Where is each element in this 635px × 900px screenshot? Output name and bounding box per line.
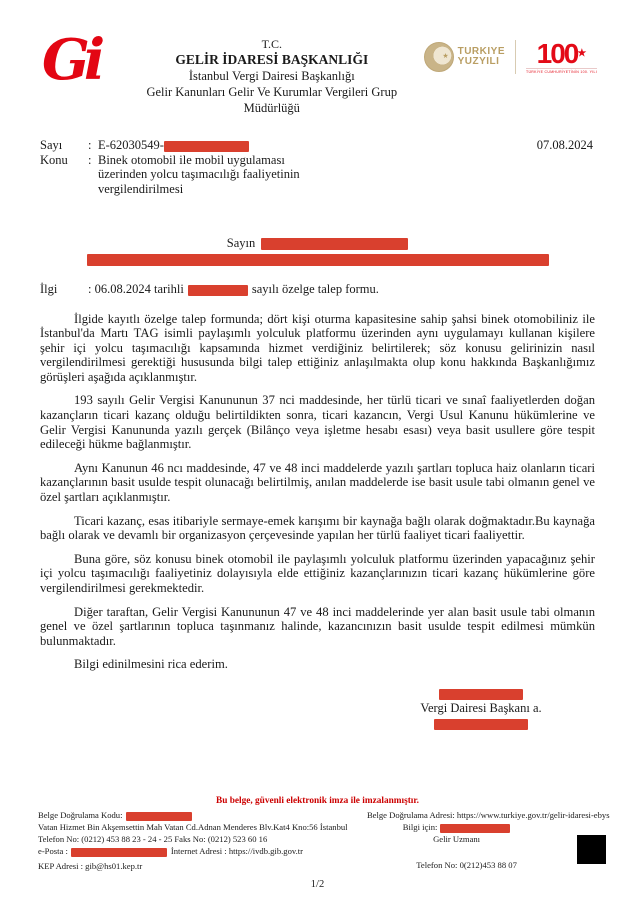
konu-line: üzerinden yolcu taşımacılığı faaliyetinin [98,167,300,181]
tc-label: T.C. [261,37,283,51]
signature-block [391,686,571,731]
konu-line: Binek otomobil ile mobil uygulaması [98,152,285,167]
redaction [440,824,510,833]
signer-title: Vergi Dairesi Başkanı a. [420,700,542,715]
footer-right [348,809,610,872]
crescent-circle-icon [424,42,454,72]
footer-left [38,809,348,872]
eposta-label: e-Posta : [38,846,68,856]
sayi-number: E-62030549- [98,138,164,152]
dogrulama-kodu-label: Belge Doğrulama Kodu: [38,810,123,820]
paragraph: 193 sayılı Gelir Vergisi Kanununun 37 nci maddesinde, her türlü ticari ve sınaî faaliyetlerden doğan kazançların ticari kazanç olduğu belirtildikten sonra, ticari kazancın, Vergi Usul Kanunu hükümlerine ve Gelir Vergisi Kanununda yazılı gerçek (Bilânço veya işletme hesabı esası) veya basit usullere göre tespit edileceği hükme bağlanmıştır. [40,393,595,452]
document-meta [0,138,635,196]
org-title-sub1: İstanbul Vergi Dairesi Başkanlığı [188,69,355,83]
centenary-number: 100 [536,37,578,69]
unvan-row: Gelir Uzmanı [433,834,481,844]
letterhead-titles [120,32,424,116]
paragraph: İlgide kayıtlı özelge talep formunda; dört kişi oturma kapasitesine sahip şahsi binek otomobiliniz ile İstanbul'da Martı TAG isimli paylaşımlı yolculuk platformu üzerinden aynı uygulamayı kullanan kişilere şehir içi yolcu taşımacılığı kapsamında hizmet verdiğiniz belirtilerek; söz konusu gelirinizin nasıl vergilendirilmesi gerektiği hususunda bilgi talep ettiğiniz anlaşılmakta olup konu hakkında Başkanlığımız görüşleri aşağıda açıklanmıştır. [40,311,595,384]
konu-value [98,153,300,197]
turkiye-yuzyili-logo [424,42,505,72]
bilgi-icin-label: Bilgi için: [402,822,438,832]
ilgi-row [0,282,635,297]
dogrulama-adresi: Belge Doğrulama Adresi: https://www.turkiye.gov.tr/gelir-idaresi-ebys [366,810,610,820]
redaction [439,689,523,700]
redaction [434,719,528,730]
ilgi-after: sayılı özelge talep formu. [251,282,379,296]
footer-tel-row: Telefon No: 0(212)453 88 07 [416,860,517,870]
gib-logo: Gi [42,27,100,93]
recipient-block [0,236,635,266]
konu-line: vergilendirilmesi [98,181,184,196]
phone-row: Telefon No: (0212) 453 88 23 - 24 - 25 Faks No: (0212) 523 60 16 [38,834,268,844]
konu-row [40,153,595,197]
paragraph: Ticari kazanç, esas itibariyle sermaye-emek karışımı bir kaynağa bağlı olarak doğmaktadır.Bu kaynağa bağlı olarak ve devamlı bir organizasyon çerçevesinde yapılan her türlü faaliyet ticari faaliyettir. [40,513,595,543]
sayi-colon: : [88,138,92,152]
logo-divider [515,40,516,74]
paragraph: Buna göre, söz konusu binek otomobil ile paylaşımlı yolculuk platformu üzerinden yapacağınız şehir içi yolcu taşımacılığı faaliyetiniz dolayısıyla elde ettiğiniz kazançlarınızın ticari kazanç hükümlerine göre vergilendirilmesi gerekmektedir. [40,551,595,595]
konu-label: Konu [40,152,68,167]
org-title-main: GELİR İDARESİ BAŞKANLIĞI [175,52,369,67]
esign-notice: Bu belge, güvenli elektronik imza ile imzalanmıştır. [216,796,419,806]
header-logos [424,32,597,74]
address-row: Vatan Hizmet Bin Akşemsettin Mah Vatan Cd.Adnan Menderes Blv.Kat4 Kno:56 İstanbul [38,822,348,832]
eposta-row [38,845,348,857]
redaction [188,285,248,296]
turkiye-yuzyili-text [458,47,505,67]
redaction-bar [87,254,549,266]
document-date: 07.08.2024 [536,138,593,152]
star-icon: ★ [577,47,587,59]
ty-line2: YUZYILI [457,56,500,67]
footer-columns [38,809,610,872]
org-title-sub2: Gelir Kanunları Gelir Ve Kurumlar Vergileri Grup Müdürlüğü [146,85,398,115]
paragraph: Aynı Kanunun 46 ncı maddesinde, 47 ve 48 inci maddelerde yazılı şartları topluca haiz olanların ticari kazançlarının basit usulde tespit olunacağı belirtilmiş, anılan maddelerde ise basit usule tabi olmanın genel ve özel şartları açıklanmıştır. [40,460,595,505]
letter-body [0,312,635,672]
redaction [71,848,167,857]
ilgi-before: : 06.08.2024 tarihli [88,282,184,296]
letterhead [0,0,635,116]
centenary-logo [526,37,597,74]
kep-row: KEP Adresi : gib@hs01.kep.tr [38,861,143,871]
ty-line1: TURKIYE [457,46,505,57]
sayin-label: Sayın [226,236,256,250]
paragraph: Diğer taraftan, Gelir Vergisi Kanununun 47 ve 48 inci maddelerinde yer alan basit usule tabi olmanın genel ve özel şartlarının topluca taşınmanız halinde, kazancınızın basit usulde tespit edilmesi mümkün bulunmaktadır. [40,604,595,648]
centenary-subtext: TÜRKİYE CUMHURİYETİNİN 100. YILI [526,69,597,74]
page-number: 1/2 [310,879,325,890]
qr-stamp-box [577,835,606,864]
redaction [164,141,249,152]
redaction [126,812,192,821]
dogrulama-kodu-row [38,809,348,821]
internet-adresi: İnternet Adresi : https://ivdb.gib.gov.tr [170,846,303,856]
centenary-100-text [526,37,597,69]
sayi-label: Sayı [40,138,63,152]
sayi-value [98,138,249,153]
recipient-line [0,236,635,251]
bilgi-icin-row [348,821,610,833]
ilgi-text [88,282,379,297]
redaction [261,238,408,250]
sayi-row [40,138,595,153]
konu-colon: : [88,152,92,167]
ilgi-label: İlgi [40,282,58,296]
closing-line: Bilgi edinilmesini rica ederim. [74,657,228,672]
footer [0,795,635,872]
